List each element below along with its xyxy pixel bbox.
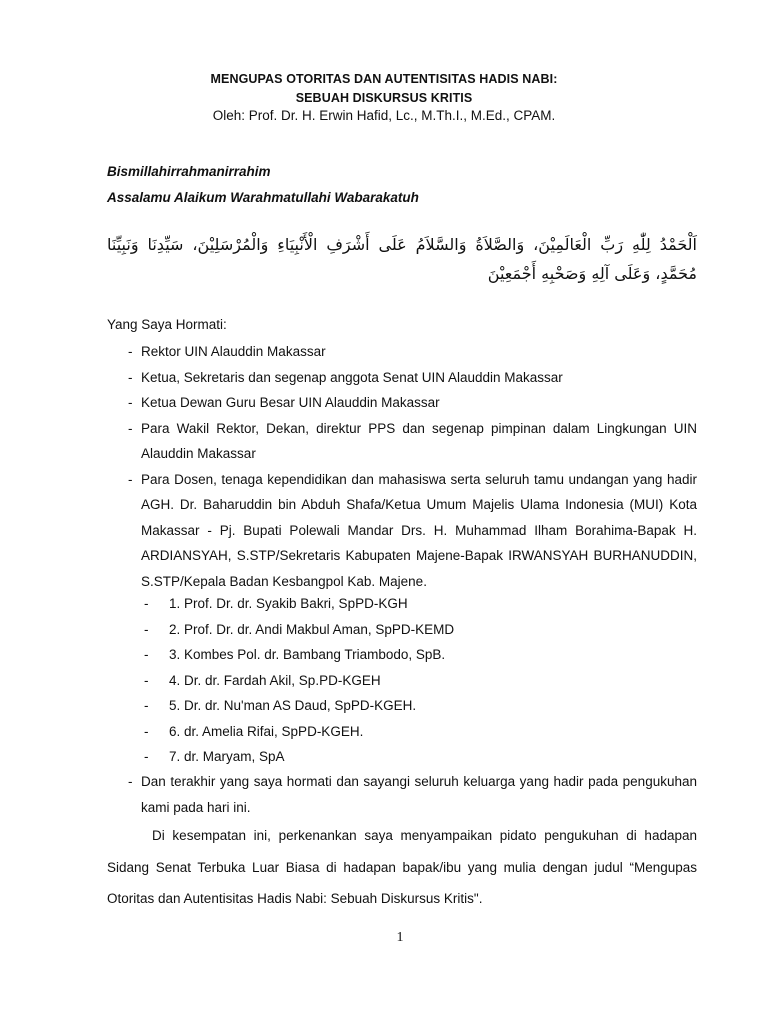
salutation-heading: Yang Saya Hormati: [107, 317, 227, 332]
closing-paragraph: Di kesempatan ini, perkenankan saya menyampaikan pidato pengukuhan di hadapan Sidang Senat Terbuka Luar Biasa di hadapan bapak/ibu yang mulia dengan judul “Mengupas Otoritas dan Autentisitas Hadis Nabi: Sebuah Diskursus Kritis". [107, 828, 697, 906]
list-dash: - [144, 672, 149, 688]
list-item-text: 3. Kombes Pol. dr. Bambang Triambodo, SpB. [169, 647, 446, 662]
author-line: Oleh: Prof. Dr. H. Erwin Hafid, Lc., M.Th.I., M.Ed., CPAM. [212, 108, 556, 123]
list-item-text: 4. Dr. dr. Fardah Akil, Sp.PD-KGEH [169, 672, 381, 688]
list-dash: - [144, 621, 149, 637]
list-item [107, 390, 697, 416]
list-item-text: 6. dr. Amelia Rifai, SpPD-KGEH. [169, 723, 364, 739]
list-item [107, 668, 697, 694]
list-item [107, 719, 697, 745]
list-dash: - [128, 395, 133, 410]
list-item-text: Para Wakil Rektor, Dekan, direktur PPS dan segenap pimpinan dalam Lingkungan UIN Alauddin Makassar [141, 420, 697, 461]
list-dash: - [128, 420, 133, 436]
list-item-text: 7. dr. Maryam, SpA [169, 749, 285, 764]
list-item-text: Ketua, Sekretaris dan segenap anggota Senat UIN Alauddin Makassar [141, 369, 563, 385]
list-item-text: Para Dosen, tenaga kependidikan dan mahasiswa serta seluruh tamu undangan yang hadir AGH. Dr. Baharuddin bin Abduh Shafa/Ketua Umum Majelis Ulama Indonesia (MUI) Kota Makassar - Pj. Bupati Polewali Mandar Drs. H. Muhammad Ilham Borahima-Bapak H. ARDIANSYAH, S.STP/Sekretaris Kabupaten Majene-Bapak IRWANSYAH BURHANUDDIN, S.STP/Kepala Badan Kesbangpol Kab. Majene. [141, 471, 697, 589]
list-item-text: 2. Prof. Dr. dr. Andi Makbul Aman, SpPD-KEMD [169, 621, 455, 637]
list-dash: - [128, 471, 133, 487]
list-item [107, 339, 697, 365]
list-item [107, 617, 697, 643]
honored-list [107, 339, 697, 594]
list-item-text: 1. Prof. Dr. dr. Syakib Bakri, SpPD-KGH [169, 596, 408, 611]
list-item [107, 365, 697, 391]
list-item-text: Rektor UIN Alauddin Makassar [141, 344, 326, 359]
list-dash: - [144, 749, 149, 764]
doctors-list [107, 591, 697, 770]
list-dash: - [144, 723, 149, 739]
list-item-text: Ketua Dewan Guru Besar UIN Alauddin Makassar [141, 395, 440, 410]
page-number: 1 [396, 930, 404, 945]
list-dash: - [144, 596, 149, 611]
list-dash: - [144, 698, 149, 713]
salam: Assalamu Alaikum Warahmatullahi Wabarakatuh [107, 190, 419, 205]
list-item [107, 591, 697, 617]
list-dash: - [128, 344, 133, 359]
arabic-doa: اَلْحَمْدُ لِلّٰهِ رَبِّ الْعَالَمِيْنَ، وَالصَّلاَةُ وَالسَّلاَمُ عَلَى أَشْرَفِ الْأَنْبِيَاءِ وَالْمُرْسَلِيْنَ، سَيِّدِنَا وَنَبِيِّنَا مُحَمَّدٍ، وَعَلَى آلِهِ وَصَحْبِهِ أَجْمَعِيْنَ [107, 235, 697, 283]
list-item [107, 416, 697, 467]
title-line-2: SEBUAH DISKURSUS KRITIS [295, 91, 473, 105]
list-item-text: 5. Dr. dr. Nu'man AS Daud, SpPD-KGEH. [169, 698, 417, 713]
list-item-text: Dan terakhir yang saya hormati dan sayangi seluruh keluarga yang hadir pada pengukuhan kami pada hari ini. [141, 774, 697, 815]
list-item [107, 769, 697, 820]
closing-list [107, 769, 697, 820]
list-item [107, 467, 697, 595]
list-item [107, 744, 697, 770]
list-item [107, 693, 697, 719]
basmalah: Bismillahirrahmanirrahim [107, 164, 271, 179]
list-dash: - [128, 774, 133, 789]
list-dash: - [128, 369, 133, 385]
list-dash: - [144, 647, 149, 662]
title-line-1: MENGUPAS OTORITAS DAN AUTENTISITAS HADIS NABI: [210, 72, 558, 86]
list-item [107, 642, 697, 668]
